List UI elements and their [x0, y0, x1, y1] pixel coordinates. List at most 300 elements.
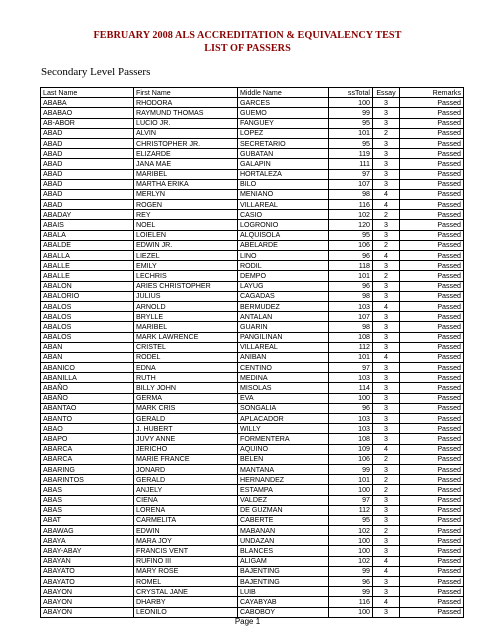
sstotal-cell: 99 — [329, 587, 373, 597]
table-row — [41, 312, 464, 322]
middle-name-cell: MENIANO — [238, 189, 329, 199]
remarks-cell: Passed — [400, 240, 464, 250]
essay-cell: 2 — [373, 128, 400, 138]
remarks-cell: Passed — [400, 98, 464, 108]
middle-name-cell: LAYUG — [238, 281, 329, 291]
table-row — [41, 332, 464, 342]
middle-name-cell: ANIBAN — [238, 352, 329, 362]
last-name-cell: ABAD — [41, 159, 134, 169]
sstotal-cell: 102 — [329, 556, 373, 566]
essay-cell: 3 — [373, 138, 400, 148]
remarks-cell: Passed — [400, 515, 464, 525]
middle-name-cell: BAJENTING — [238, 566, 329, 576]
remarks-cell: Passed — [400, 189, 464, 199]
essay-cell: 3 — [373, 587, 400, 597]
middle-name-cell: MISOLAS — [238, 383, 329, 393]
last-name-cell: ABAYON — [41, 587, 134, 597]
first-name-cell: FRANCIS VENT — [134, 546, 238, 556]
remarks-cell: Passed — [400, 393, 464, 403]
remarks-cell: Passed — [400, 475, 464, 485]
first-name-cell: LECHRIS — [134, 271, 238, 281]
middle-name-cell: BERMUDEZ — [238, 301, 329, 311]
sstotal-cell: 100 — [329, 98, 373, 108]
last-name-cell: ABABA — [41, 98, 134, 108]
last-name-cell: ABAÑO — [41, 393, 134, 403]
remarks-cell: Passed — [400, 383, 464, 393]
middle-name-cell: FORMENTERA — [238, 434, 329, 444]
last-name-cell: ABAYATO — [41, 566, 134, 576]
middle-name-cell: HERNANDEZ — [238, 475, 329, 485]
sstotal-cell: 99 — [329, 464, 373, 474]
middle-name-cell: FANGUEY — [238, 118, 329, 128]
sstotal-cell: 96 — [329, 403, 373, 413]
middle-name-cell: CAGADAS — [238, 291, 329, 301]
last-name-cell: ABANILLA — [41, 373, 134, 383]
sstotal-cell: 101 — [329, 352, 373, 362]
remarks-cell: Passed — [400, 261, 464, 271]
essay-cell: 4 — [373, 444, 400, 454]
first-name-cell: MARY ROSE — [134, 566, 238, 576]
table-row — [41, 108, 464, 118]
essay-cell: 3 — [373, 515, 400, 525]
last-name-cell: ABAY-ABAY — [41, 546, 134, 556]
middle-name-cell: VILLAREAL — [238, 342, 329, 352]
sstotal-cell: 96 — [329, 281, 373, 291]
middle-name-cell: GARCES — [238, 98, 329, 108]
last-name-cell: ABAD — [41, 189, 134, 199]
document-subtitle: LIST OF PASSERS — [204, 43, 291, 54]
middle-name-cell: CASIO — [238, 210, 329, 220]
remarks-cell: Passed — [400, 200, 464, 210]
table-row — [41, 383, 464, 393]
table-row — [41, 281, 464, 291]
essay-cell: 4 — [373, 189, 400, 199]
remarks-cell: Passed — [400, 577, 464, 587]
sstotal-cell: 103 — [329, 414, 373, 424]
middle-name-cell: CENTINO — [238, 363, 329, 373]
sstotal-cell: 107 — [329, 312, 373, 322]
essay-cell: 3 — [373, 291, 400, 301]
essay-cell: 3 — [373, 261, 400, 271]
middle-name-cell: PANGILINAN — [238, 332, 329, 342]
remarks-cell: Passed — [400, 485, 464, 495]
essay-cell: 3 — [373, 546, 400, 556]
essay-cell: 3 — [373, 505, 400, 515]
sstotal-cell: 106 — [329, 240, 373, 250]
middle-name-cell: SECRETARIO — [238, 138, 329, 148]
sstotal-cell: 98 — [329, 291, 373, 301]
first-name-cell: JULIUS — [134, 291, 238, 301]
sstotal-cell: 111 — [329, 159, 373, 169]
sstotal-cell: 116 — [329, 200, 373, 210]
first-name-cell: RUFINO III — [134, 556, 238, 566]
middle-name-cell: HORTALEZA — [238, 169, 329, 179]
middle-name-cell: BELEN — [238, 454, 329, 464]
middle-name-cell: GUBATAN — [238, 149, 329, 159]
last-name-cell: ABALOS — [41, 301, 134, 311]
first-name-cell: CRYSTAL JANE — [134, 587, 238, 597]
last-name-cell: ABAYA — [41, 536, 134, 546]
sstotal-cell: 100 — [329, 607, 373, 617]
essay-cell: 4 — [373, 597, 400, 607]
essay-cell: 3 — [373, 414, 400, 424]
column-header-middle-name: Middle Name — [238, 88, 329, 98]
essay-cell: 4 — [373, 301, 400, 311]
remarks-cell: Passed — [400, 444, 464, 454]
essay-cell: 3 — [373, 98, 400, 108]
middle-name-cell: ANTALAN — [238, 312, 329, 322]
essay-cell: 2 — [373, 271, 400, 281]
table-row — [41, 373, 464, 383]
first-name-cell: ARIES CHRISTOPHER — [134, 281, 238, 291]
last-name-cell: ABALDE — [41, 240, 134, 250]
remarks-cell: Passed — [400, 434, 464, 444]
essay-cell: 3 — [373, 383, 400, 393]
table-row — [41, 149, 464, 159]
sstotal-cell: 112 — [329, 505, 373, 515]
essay-cell: 3 — [373, 607, 400, 617]
first-name-cell: LUCIO JR. — [134, 118, 238, 128]
first-name-cell: EMILY — [134, 261, 238, 271]
essay-cell: 3 — [373, 393, 400, 403]
table-row — [41, 597, 464, 607]
last-name-cell: ABAD — [41, 128, 134, 138]
first-name-cell: RODEL — [134, 352, 238, 362]
last-name-cell: ABAN — [41, 342, 134, 352]
table-row — [41, 230, 464, 240]
remarks-cell: Passed — [400, 363, 464, 373]
remarks-cell: Passed — [400, 291, 464, 301]
remarks-cell: Passed — [400, 526, 464, 536]
essay-cell: 3 — [373, 149, 400, 159]
first-name-cell: EDWIN — [134, 526, 238, 536]
table-header-row — [41, 88, 464, 98]
table-row — [41, 546, 464, 556]
table-row — [41, 159, 464, 169]
essay-cell: 4 — [373, 556, 400, 566]
table-row — [41, 169, 464, 179]
table-row — [41, 464, 464, 474]
essay-cell: 2 — [373, 454, 400, 464]
remarks-cell: Passed — [400, 373, 464, 383]
sstotal-cell: 99 — [329, 108, 373, 118]
last-name-cell: ABAD — [41, 200, 134, 210]
table-row — [41, 342, 464, 352]
table-row — [41, 434, 464, 444]
sstotal-cell: 100 — [329, 536, 373, 546]
document-title: FEBRUARY 2008 ALS ACCREDITATION & EQUIVALENCY TEST — [93, 30, 402, 41]
first-name-cell: ROGEN — [134, 200, 238, 210]
last-name-cell: ABAD — [41, 138, 134, 148]
essay-cell: 4 — [373, 251, 400, 261]
table-row — [41, 566, 464, 576]
remarks-cell: Passed — [400, 536, 464, 546]
remarks-cell: Passed — [400, 271, 464, 281]
first-name-cell: MARIE FRANCE — [134, 454, 238, 464]
first-name-cell: DHARBY — [134, 597, 238, 607]
sstotal-cell: 116 — [329, 597, 373, 607]
sstotal-cell: 96 — [329, 577, 373, 587]
table-row — [41, 352, 464, 362]
sstotal-cell: 95 — [329, 515, 373, 525]
middle-name-cell: LOPEZ — [238, 128, 329, 138]
table-row — [41, 607, 464, 617]
essay-cell: 3 — [373, 363, 400, 373]
first-name-cell: MARK LAWRENCE — [134, 332, 238, 342]
last-name-cell: ABAT — [41, 515, 134, 525]
essay-cell: 3 — [373, 424, 400, 434]
table-row — [41, 526, 464, 536]
table-row — [41, 291, 464, 301]
remarks-cell: Passed — [400, 138, 464, 148]
first-name-cell: LIEZEL — [134, 251, 238, 261]
first-name-cell: MARIBEL — [134, 322, 238, 332]
essay-cell: 3 — [373, 403, 400, 413]
first-name-cell: RUTH — [134, 373, 238, 383]
last-name-cell: ABANTAO — [41, 403, 134, 413]
table-row — [41, 220, 464, 230]
middle-name-cell: UNDAZAN — [238, 536, 329, 546]
middle-name-cell: LOGRONIO — [238, 220, 329, 230]
essay-cell: 3 — [373, 536, 400, 546]
essay-cell: 3 — [373, 322, 400, 332]
last-name-cell: ABALLE — [41, 271, 134, 281]
table-row — [41, 505, 464, 515]
sstotal-cell: 101 — [329, 475, 373, 485]
sstotal-cell: 103 — [329, 373, 373, 383]
essay-cell: 3 — [373, 230, 400, 240]
remarks-cell: Passed — [400, 464, 464, 474]
essay-cell: 3 — [373, 373, 400, 383]
first-name-cell: CARMELITA — [134, 515, 238, 525]
column-header-essay: Essay — [373, 88, 400, 98]
essay-cell: 2 — [373, 485, 400, 495]
first-name-cell: ALVIN — [134, 128, 238, 138]
middle-name-cell: VILLAREAL — [238, 200, 329, 210]
last-name-cell: ABALOS — [41, 312, 134, 322]
sstotal-cell: 114 — [329, 383, 373, 393]
last-name-cell: ABADAY — [41, 210, 134, 220]
middle-name-cell: BAJENTING — [238, 577, 329, 587]
last-name-cell: ABAD — [41, 149, 134, 159]
remarks-cell: Passed — [400, 352, 464, 362]
sstotal-cell: 99 — [329, 566, 373, 576]
sstotal-cell: 95 — [329, 230, 373, 240]
table-row — [41, 189, 464, 199]
essay-cell: 4 — [373, 200, 400, 210]
table-row — [41, 515, 464, 525]
first-name-cell: MARA JOY — [134, 536, 238, 546]
last-name-cell: ABAN — [41, 352, 134, 362]
middle-name-cell: BLANCES — [238, 546, 329, 556]
last-name-cell: ABANICO — [41, 363, 134, 373]
essay-cell: 3 — [373, 312, 400, 322]
first-name-cell: RHODORA — [134, 98, 238, 108]
table-row — [41, 536, 464, 546]
table-row — [41, 424, 464, 434]
first-name-cell: JANA MAE — [134, 159, 238, 169]
last-name-cell: ABALORIO — [41, 291, 134, 301]
table-row — [41, 179, 464, 189]
middle-name-cell: GUEMO — [238, 108, 329, 118]
first-name-cell: GERALD — [134, 414, 238, 424]
essay-cell: 4 — [373, 352, 400, 362]
first-name-cell: JERICHO — [134, 444, 238, 454]
first-name-cell: EDWIN JR. — [134, 240, 238, 250]
last-name-cell: ABARINTOS — [41, 475, 134, 485]
sstotal-cell: 112 — [329, 342, 373, 352]
table-row — [41, 485, 464, 495]
first-name-cell: CIENA — [134, 495, 238, 505]
sstotal-cell: 98 — [329, 322, 373, 332]
essay-cell: 2 — [373, 240, 400, 250]
sstotal-cell: 120 — [329, 220, 373, 230]
essay-cell: 2 — [373, 210, 400, 220]
sstotal-cell: 103 — [329, 424, 373, 434]
remarks-cell: Passed — [400, 556, 464, 566]
first-name-cell: RAYMUND THOMAS — [134, 108, 238, 118]
table-row — [41, 475, 464, 485]
middle-name-cell: CABERTE — [238, 515, 329, 525]
remarks-cell: Passed — [400, 403, 464, 413]
last-name-cell: ABAWAG — [41, 526, 134, 536]
remarks-cell: Passed — [400, 607, 464, 617]
essay-cell: 2 — [373, 475, 400, 485]
last-name-cell: ABAYON — [41, 607, 134, 617]
remarks-cell: Passed — [400, 230, 464, 240]
sstotal-cell: 100 — [329, 546, 373, 556]
first-name-cell: ANJELY — [134, 485, 238, 495]
sstotal-cell: 119 — [329, 149, 373, 159]
sstotal-cell: 97 — [329, 495, 373, 505]
middle-name-cell: APLACADOR — [238, 414, 329, 424]
last-name-cell: ABANTO — [41, 414, 134, 424]
table-row — [41, 454, 464, 464]
first-name-cell: GERMA — [134, 393, 238, 403]
middle-name-cell: EVA — [238, 393, 329, 403]
sstotal-cell: 97 — [329, 169, 373, 179]
last-name-cell: ABAYATO — [41, 577, 134, 587]
first-name-cell: EDNA — [134, 363, 238, 373]
table-row — [41, 118, 464, 128]
sstotal-cell: 95 — [329, 118, 373, 128]
remarks-cell: Passed — [400, 118, 464, 128]
sstotal-cell: 100 — [329, 485, 373, 495]
remarks-cell: Passed — [400, 587, 464, 597]
first-name-cell: CHRISTOPHER JR. — [134, 138, 238, 148]
essay-cell: 2 — [373, 526, 400, 536]
middle-name-cell: ALIGAM — [238, 556, 329, 566]
first-name-cell: MERLYN — [134, 189, 238, 199]
remarks-cell: Passed — [400, 546, 464, 556]
essay-cell: 3 — [373, 169, 400, 179]
middle-name-cell: SONGALIA — [238, 403, 329, 413]
middle-name-cell: MANTANA — [238, 464, 329, 474]
table-row — [41, 587, 464, 597]
middle-name-cell: MEDINA — [238, 373, 329, 383]
first-name-cell: MARK CRIS — [134, 403, 238, 413]
middle-name-cell: ESTAMPA — [238, 485, 329, 495]
sstotal-cell: 100 — [329, 393, 373, 403]
last-name-cell: ABARCA — [41, 454, 134, 464]
middle-name-cell: CAYABYAB — [238, 597, 329, 607]
remarks-cell: Passed — [400, 169, 464, 179]
remarks-cell: Passed — [400, 454, 464, 464]
table-row — [41, 556, 464, 566]
first-name-cell: MARTHA ERIKA — [134, 179, 238, 189]
first-name-cell: J. HUBERT — [134, 424, 238, 434]
essay-cell: 3 — [373, 434, 400, 444]
table-row — [41, 393, 464, 403]
last-name-cell: ABAPO — [41, 434, 134, 444]
first-name-cell: BRYLLE — [134, 312, 238, 322]
essay-cell: 3 — [373, 342, 400, 352]
table-row — [41, 444, 464, 454]
middle-name-cell: WILLY — [238, 424, 329, 434]
essay-cell: 3 — [373, 281, 400, 291]
middle-name-cell: AQUINO — [238, 444, 329, 454]
first-name-cell: BILLY JOHN — [134, 383, 238, 393]
middle-name-cell: RODIL — [238, 261, 329, 271]
table-row — [41, 577, 464, 587]
table-body — [41, 98, 464, 618]
last-name-cell: ABALON — [41, 281, 134, 291]
remarks-cell: Passed — [400, 149, 464, 159]
sstotal-cell: 95 — [329, 138, 373, 148]
remarks-cell: Passed — [400, 281, 464, 291]
remarks-cell: Passed — [400, 597, 464, 607]
table-row — [41, 128, 464, 138]
remarks-cell: Passed — [400, 495, 464, 505]
sstotal-cell: 108 — [329, 332, 373, 342]
sstotal-cell: 102 — [329, 210, 373, 220]
table-row — [41, 301, 464, 311]
middle-name-cell: DE GUZMAN — [238, 505, 329, 515]
first-name-cell: LORENA — [134, 505, 238, 515]
table-row — [41, 251, 464, 261]
column-header-last-name: Last Name — [41, 88, 134, 98]
sstotal-cell: 106 — [329, 454, 373, 464]
sstotal-cell: 118 — [329, 261, 373, 271]
table-row — [41, 414, 464, 424]
last-name-cell: ABABAO — [41, 108, 134, 118]
essay-cell: 3 — [373, 220, 400, 230]
last-name-cell: ABALOS — [41, 332, 134, 342]
first-name-cell: REY — [134, 210, 238, 220]
first-name-cell: JONARD — [134, 464, 238, 474]
last-name-cell: ABALLA — [41, 251, 134, 261]
last-name-cell: ABALLE — [41, 261, 134, 271]
last-name-cell: ABARCA — [41, 444, 134, 454]
last-name-cell: ABAS — [41, 505, 134, 515]
sstotal-cell: 108 — [329, 434, 373, 444]
remarks-cell: Passed — [400, 210, 464, 220]
remarks-cell: Passed — [400, 301, 464, 311]
sstotal-cell: 109 — [329, 444, 373, 454]
sstotal-cell: 101 — [329, 271, 373, 281]
remarks-cell: Passed — [400, 220, 464, 230]
sstotal-cell: 96 — [329, 251, 373, 261]
column-header-sstotal: ssTotal — [329, 88, 373, 98]
last-name-cell: ABAS — [41, 485, 134, 495]
essay-cell: 4 — [373, 566, 400, 576]
table-row — [41, 138, 464, 148]
first-name-cell: CRISTEL — [134, 342, 238, 352]
last-name-cell: ABAÑO — [41, 383, 134, 393]
remarks-cell: Passed — [400, 312, 464, 322]
last-name-cell: ABAS — [41, 495, 134, 505]
first-name-cell: MARIBEL — [134, 169, 238, 179]
